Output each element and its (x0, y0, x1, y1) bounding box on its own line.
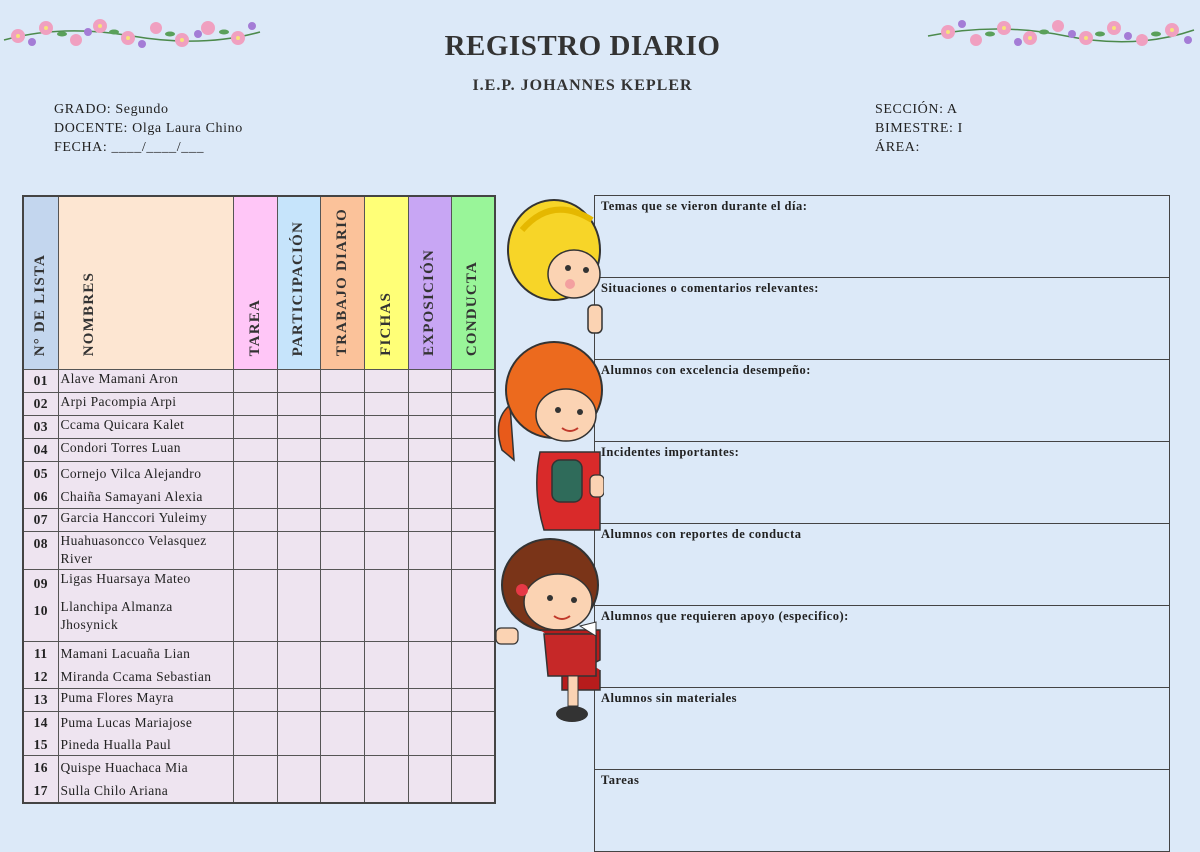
notes-conduct-reports[interactable]: Alumnos con reportes de conducta (595, 524, 1170, 606)
area-field: ÁREA: (875, 140, 920, 155)
grade-cell[interactable] (277, 370, 320, 393)
grade-cell[interactable] (451, 689, 495, 712)
column-header-fichas-label: FICHAS (377, 292, 394, 356)
student-num-group (23, 756, 58, 804)
grade-cell[interactable] (408, 756, 451, 804)
student-num: 12 (33, 668, 48, 684)
student-name: Puma Flores Mayra (58, 689, 233, 712)
student-name: Miranda Ccama Sebastian (60, 668, 212, 684)
grade-cell[interactable] (364, 532, 408, 570)
column-header-name-label: NOMBRES (80, 271, 97, 356)
table-row (23, 712, 495, 756)
student-name: Puma Lucas Mariajose (60, 715, 193, 730)
info-left (54, 100, 243, 157)
grade-cell[interactable] (451, 532, 495, 570)
grade-cell[interactable] (451, 712, 495, 756)
student-name: Ccama Quicara Kalet (58, 416, 233, 439)
grade-cell[interactable] (277, 642, 320, 689)
grade-cell[interactable] (320, 393, 364, 416)
student-num: 09 (33, 576, 48, 591)
grade-cell[interactable] (364, 509, 408, 532)
student-num: 13 (23, 689, 58, 712)
grade-cell[interactable] (451, 462, 495, 509)
column-header-trabajo (320, 196, 364, 370)
fecha-field: FECHA: ____/____/___ (54, 140, 205, 155)
grade-cell[interactable] (408, 439, 451, 462)
student-num: 03 (23, 416, 58, 439)
table-row (23, 416, 495, 439)
cartoon-kids-illustration-icon (492, 190, 604, 735)
grade-cell[interactable] (408, 462, 451, 509)
column-header-name (58, 196, 233, 370)
table-row (23, 462, 495, 509)
student-num: 10 (33, 603, 48, 618)
table-row (23, 370, 495, 393)
column-header-conducta-label: CONDUCTA (464, 260, 481, 356)
seccion-field: SECCIÓN: A (875, 102, 958, 117)
grade-cell[interactable] (277, 509, 320, 532)
grade-cell[interactable] (277, 462, 320, 509)
student-name: Sulla Chilo Ariana (60, 782, 169, 798)
grade-cell[interactable] (408, 570, 451, 642)
kid-brunette-icon (496, 539, 600, 722)
table-row (23, 393, 495, 416)
grade-cell[interactable] (277, 570, 320, 642)
student-name: Quispe Huachaca Mia (60, 759, 189, 775)
kid-blonde-icon (508, 200, 602, 333)
grade-cell[interactable] (320, 756, 364, 804)
grade-cell[interactable] (451, 642, 495, 689)
student-num: 06 (33, 488, 48, 504)
grade-cell[interactable] (320, 689, 364, 712)
grade-cell[interactable] (320, 712, 364, 756)
student-name: Mamani Lacuaña Lian (60, 645, 191, 661)
student-num: 16 (33, 759, 48, 775)
grade-cell[interactable] (320, 370, 364, 393)
student-num: 02 (23, 393, 58, 416)
student-num: 07 (23, 509, 58, 532)
grade-cell[interactable] (233, 642, 277, 689)
grade-cell[interactable] (408, 712, 451, 756)
table-row (23, 532, 495, 570)
grade-cell[interactable] (320, 439, 364, 462)
school-name: I.E.P. JOHANNES KEPLER (472, 77, 693, 94)
bimestre-field: BIMESTRE: I (875, 121, 963, 136)
column-header-exposicion (408, 196, 451, 370)
student-num-group (23, 712, 58, 756)
notes-homework[interactable]: Tareas (595, 770, 1170, 852)
grade-cell[interactable] (277, 532, 320, 570)
grade-cell[interactable] (364, 439, 408, 462)
grade-cell[interactable] (408, 416, 451, 439)
grade-cell[interactable] (408, 642, 451, 689)
notes-excellence[interactable]: Alumnos con excelencia desempeño: (595, 360, 1170, 442)
student-num: 17 (33, 782, 48, 798)
grade-cell[interactable] (233, 712, 277, 756)
roster-header-row (23, 196, 495, 370)
grade-cell[interactable] (233, 416, 277, 439)
student-name: Huahuasoncco Velasquez River (58, 532, 233, 570)
student-num: 14 (33, 715, 48, 730)
grade-cell[interactable] (408, 509, 451, 532)
notes-support[interactable]: Alumnos que requieren apoyo (especifico): (595, 606, 1170, 688)
grade-cell[interactable] (364, 756, 408, 804)
student-name: Llanchipa Almanza Jhosynick (60, 599, 173, 632)
student-name: Alave Mamani Aron (58, 370, 233, 393)
notes-comments[interactable]: Situaciones o comentarios relevantes: (595, 278, 1170, 360)
grade-cell[interactable] (451, 570, 495, 642)
column-header-trabajo-label: TRABAJO DIARIO (333, 207, 350, 356)
column-header-participacion-label: PARTICIPACIÓN (290, 220, 306, 356)
student-name-group (58, 462, 233, 509)
student-name: Chaiña Samayani Alexia (60, 488, 203, 504)
grado-field: GRADO: Segundo (54, 102, 169, 117)
column-header-conducta (451, 196, 495, 370)
grade-cell[interactable] (364, 642, 408, 689)
grade-cell[interactable] (451, 393, 495, 416)
column-header-num (23, 196, 58, 370)
table-row (23, 509, 495, 532)
student-name: Arpi Pacompia Arpi (58, 393, 233, 416)
grade-cell[interactable] (320, 642, 364, 689)
grade-cell[interactable] (320, 416, 364, 439)
grade-cell[interactable] (451, 756, 495, 804)
notes-incidents[interactable]: Incidentes importantes: (595, 442, 1170, 524)
student-num: 04 (23, 439, 58, 462)
grade-cell[interactable] (277, 689, 320, 712)
grade-cell[interactable] (233, 532, 277, 570)
grade-cell[interactable] (277, 712, 320, 756)
grade-cell[interactable] (320, 509, 364, 532)
grade-cell[interactable] (320, 570, 364, 642)
grade-cell[interactable] (364, 462, 408, 509)
grade-cell[interactable] (233, 756, 277, 804)
grade-cell[interactable] (277, 393, 320, 416)
grade-cell[interactable] (451, 509, 495, 532)
docente-field: DOCENTE: Olga Laura Chino (54, 121, 243, 136)
student-name-group (58, 712, 233, 756)
grade-cell[interactable] (451, 370, 495, 393)
student-num-group (23, 570, 58, 642)
student-num: 05 (33, 465, 48, 481)
column-header-tarea (233, 196, 277, 370)
table-row (23, 570, 495, 642)
student-num-group (23, 642, 58, 689)
table-row (23, 689, 495, 712)
student-name: Cornejo Vilca Alejandro (60, 465, 202, 481)
column-header-fichas (364, 196, 408, 370)
table-row (23, 439, 495, 462)
column-header-tarea-label: TAREA (246, 298, 263, 356)
column-header-exposicion-label: EXPOSICIÓN (421, 248, 437, 356)
grade-cell[interactable] (233, 570, 277, 642)
grade-cell[interactable] (233, 462, 277, 509)
table-row (23, 756, 495, 804)
grade-cell[interactable] (408, 532, 451, 570)
table-row (23, 642, 495, 689)
grade-cell[interactable] (408, 370, 451, 393)
grade-cell[interactable] (451, 416, 495, 439)
student-name-group (58, 570, 233, 642)
grade-cell[interactable] (408, 393, 451, 416)
student-name-group (58, 642, 233, 689)
student-name: Pineda Hualla Paul (60, 736, 172, 752)
grade-cell[interactable] (233, 439, 277, 462)
grade-cell[interactable] (364, 370, 408, 393)
student-name-group (58, 756, 233, 804)
grade-cell[interactable] (233, 393, 277, 416)
student-name: Ligas Huarsaya Mateo (60, 571, 191, 586)
info-right (875, 100, 963, 157)
daily-notes-table (594, 195, 1170, 852)
grade-cell[interactable] (277, 756, 320, 804)
student-roster-table (22, 195, 496, 804)
grade-cell[interactable] (364, 570, 408, 642)
student-num: 11 (33, 645, 48, 661)
student-num: 08 (23, 532, 58, 570)
grade-cell[interactable] (364, 393, 408, 416)
student-name: Garcia Hanccori Yuleimy (58, 509, 233, 532)
page-title: REGISTRO DIARIO (444, 30, 721, 62)
column-header-participacion (277, 196, 320, 370)
grade-cell[interactable] (277, 416, 320, 439)
notes-topics[interactable]: Temas que se vieron durante el día: (595, 196, 1170, 278)
grade-cell[interactable] (233, 689, 277, 712)
grade-cell[interactable] (233, 370, 277, 393)
grade-cell[interactable] (364, 416, 408, 439)
grade-cell[interactable] (277, 439, 320, 462)
student-num: 15 (33, 736, 48, 752)
grade-cell[interactable] (364, 712, 408, 756)
student-num-group (23, 462, 58, 509)
notes-no-materials[interactable]: Alumnos sin materiales (595, 688, 1170, 770)
grade-cell[interactable] (320, 532, 364, 570)
student-num: 01 (23, 370, 58, 393)
grade-cell[interactable] (408, 689, 451, 712)
grade-cell[interactable] (320, 462, 364, 509)
grade-cell[interactable] (451, 439, 495, 462)
student-name: Condori Torres Luan (58, 439, 233, 462)
kid-redhead-icon (498, 342, 604, 530)
grade-cell[interactable] (233, 509, 277, 532)
grade-cell[interactable] (364, 689, 408, 712)
column-header-num-label: N° DE LISTA (32, 253, 49, 356)
